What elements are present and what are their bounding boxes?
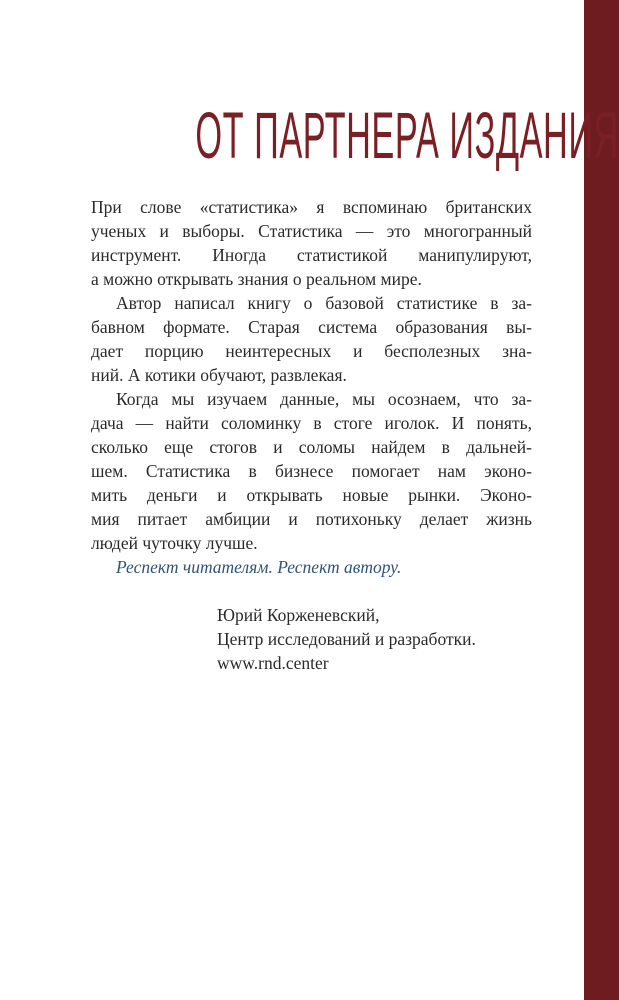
text-line: а можно открывать знания о реальном мире.	[91, 269, 422, 289]
text-line: Когда мы изучаем данные, мы осознаем, что за-	[116, 389, 532, 409]
title-text: ОТ ПАРТНЕРА ИЗДАНИЯ	[195, 98, 619, 172]
text-line: ученых и выборы. Статистика — это многогранный	[91, 221, 532, 241]
signature-name: Юрий Корженевский,	[217, 605, 380, 625]
text-line: мить деньги и открывать новые рынки. Эконо-	[91, 485, 532, 505]
text-line: бавном формате. Старая система образования вы-	[91, 317, 532, 337]
text-line: дача — найти соломинку в стоге иголок. И понять,	[91, 413, 532, 433]
text-line: дает порцию неинтересных и бесполезных зна-	[91, 341, 532, 361]
text-line: шем. Статистика в бизнесе помогает нам эконо-	[91, 461, 532, 481]
text-line: людей чуточку лучше.	[91, 533, 258, 553]
text-line: ний. А котики обучают, развлекая.	[91, 365, 347, 385]
signature-website[interactable]: www.rnd.center	[217, 653, 329, 673]
text-line: инструмент. Иногда статистикой манипулируют,	[91, 245, 532, 265]
closing-line: Респект читателям. Респект автору.	[116, 557, 402, 577]
text-line: При слове «статистика» я вспоминаю британских	[91, 197, 532, 217]
page-title	[0, 100, 619, 170]
text-line: мия питает амбиции и потихоньку делает жизнь	[91, 509, 532, 529]
text-line: сколько еще стогов и соломы найдем в дальней-	[91, 437, 532, 457]
signature-org: Центр исследований и разработки.	[217, 629, 476, 649]
text-line: Автор написал книгу о базовой статистике в за-	[116, 293, 532, 313]
